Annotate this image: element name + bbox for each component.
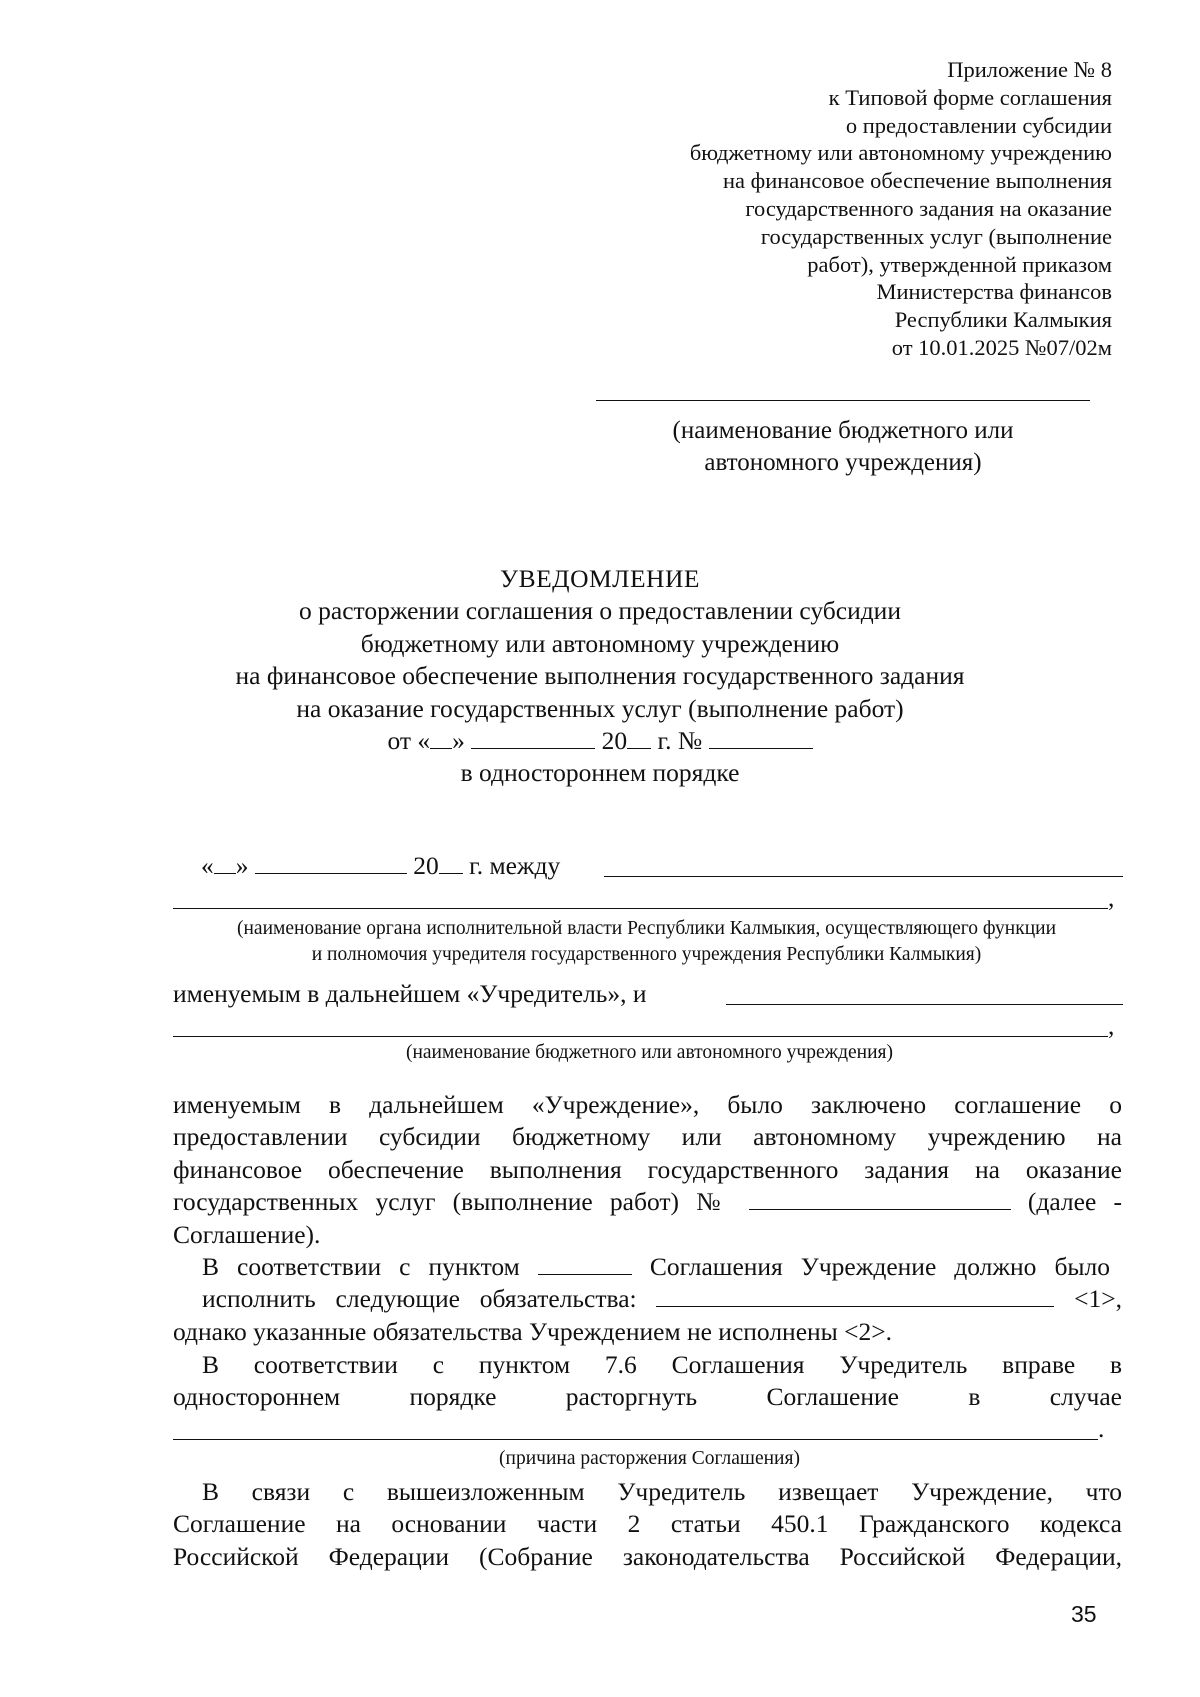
- termination-reason-caption: (причина расторжения Соглашения): [499, 1448, 800, 1469]
- day-blank: [430, 726, 452, 749]
- addressee-caption-line1: (наименование бюджетного или: [672, 417, 1014, 444]
- notice-date-line: [150, 725, 1050, 757]
- appendix-line: Министерства финансов: [876, 279, 1112, 305]
- between-month-blank: [255, 851, 407, 874]
- clause-suffix: Соглашения Учреждение должно было: [649, 1252, 1111, 1281]
- between-party-blank-1: [604, 876, 1123, 877]
- founder-authority-caption-line2: и полномочия учредителя государственного учреждения Республики Калмыкия): [311, 944, 982, 965]
- paragraph-line: В соответствии с пунктом 7.6 Соглашения Учредитель вправе в: [202, 1350, 1122, 1379]
- institution-blank-2: [173, 1036, 1108, 1037]
- addressee-blank-line: [596, 400, 1090, 401]
- founder-line: именуемым в дальнейшем «Учредитель», и: [173, 979, 647, 1008]
- notice-subtitle-line6: в одностороннем порядке: [460, 758, 740, 788]
- institution-caption: (наименование бюджетного или автономного учреждения): [405, 1042, 894, 1063]
- paragraph-line: В связи с вышеизложенным Учредитель извещает Учреждение, что: [202, 1477, 1122, 1506]
- paragraph-line: [173, 1186, 1122, 1218]
- between-comma: ,: [1108, 883, 1115, 912]
- paragraph-termination-right: [173, 1349, 1122, 1414]
- between-party-blank-2: [173, 908, 1108, 909]
- footnote-ref-1: <1>,: [1074, 1284, 1123, 1314]
- notice-subtitle-line4: на оказание государственных услуг (выполнение работ): [296, 693, 904, 723]
- addressee-caption-line2: автономного учреждения): [704, 449, 982, 476]
- institution-blank-1: [726, 1004, 1123, 1005]
- appendix-line: от 10.01.2025 №07/02м: [891, 334, 1112, 360]
- paragraph-line: именуемым в дальнейшем «Учреждение», было заключено соглашение о: [173, 1090, 1122, 1119]
- between-year-blank: [439, 851, 463, 874]
- termination-reason-blank: [173, 1439, 1098, 1440]
- notice-subtitle-line2: бюджетному или автономному учреждению: [360, 628, 840, 658]
- notice-subtitle-line1: о расторжении соглашения о предоставлении субсидии: [299, 596, 901, 626]
- appendix-line: работ), утвержденной приказом: [807, 251, 1112, 277]
- hereinafter-label: (далее -: [1027, 1187, 1122, 1217]
- paragraph-agreement: [173, 1089, 1122, 1251]
- notice-title-block: [150, 563, 1050, 790]
- between-year: 20: [413, 851, 439, 880]
- between-day-blank: [214, 851, 236, 874]
- between-line: [201, 851, 560, 881]
- between-suffix: г. между: [469, 851, 561, 880]
- paragraph-line: [173, 1251, 1122, 1283]
- year-blank: [627, 726, 651, 749]
- paragraph-line: финансовое обеспечение выполнения государственного задания на оказание: [173, 1154, 1122, 1184]
- clause-number-blank: [538, 1252, 632, 1275]
- month-blank: [471, 726, 595, 749]
- paragraph-line: Российской Федерации (Собрание законодательства Российской Федерации,: [173, 1541, 1122, 1571]
- paragraph-line: Соглашение на основании части 2 статьи 450.1 Гражданского кодекса: [173, 1509, 1122, 1539]
- paragraph-line: [173, 1283, 1122, 1315]
- date-prefix: от «: [387, 726, 431, 756]
- date-number-label: г. №: [657, 726, 703, 756]
- appendix-line: бюджетному или автономному учреждению: [689, 140, 1112, 166]
- notice-heading: УВЕДОМЛЕНИЕ: [500, 564, 700, 593]
- page-number: 35: [1071, 1601, 1097, 1627]
- paragraph-obligations: [173, 1251, 1122, 1348]
- appendix-line: о предоставлении субсидии: [845, 112, 1112, 138]
- between-quote-close: »: [235, 851, 249, 880]
- number-blank: [709, 726, 813, 749]
- paragraph-line: однако указанные обязательства Учреждением не исполнены <2>.: [173, 1316, 893, 1346]
- appendix-line: Республики Калмыкия: [894, 307, 1112, 333]
- agreement-number-blank: [749, 1187, 1011, 1210]
- paragraph-line: предоставлении субсидии бюджетному или автономному учреждению на: [173, 1122, 1122, 1152]
- appendix-header: [552, 56, 1112, 362]
- founder-authority-caption-line1: (наименование органа исполнительной власти Республики Калмыкия, осуществляющего функции: [237, 918, 1056, 939]
- appendix-line: государственных услуг (выполнение: [760, 223, 1112, 249]
- date-quote-close: »: [452, 726, 465, 756]
- agreement-number-label: государственных услуг (выполнение работ) №: [173, 1187, 732, 1217]
- obligations-blank: [656, 1284, 1054, 1307]
- addressee-block: [596, 400, 1090, 479]
- clause-label: В соответствии с пунктом: [202, 1252, 520, 1281]
- paragraph-notification: [173, 1476, 1122, 1573]
- appendix-line: на финансовое обеспечение выполнения: [722, 168, 1112, 194]
- paragraph-line: одностороннем порядке расторгнуть Соглашение в случае: [173, 1382, 1122, 1412]
- notice-subtitle-line3: на финансовое обеспечение выполнения государственного задания: [235, 661, 965, 691]
- appendix-line: Приложение № 8: [947, 57, 1112, 82]
- obligations-label: исполнить следующие обязательства:: [202, 1284, 637, 1314]
- appendix-line: государственного задания на оказание: [745, 195, 1112, 221]
- founder-comma: ,: [1108, 1011, 1115, 1040]
- appendix-line: к Типовой форме соглашения: [828, 84, 1112, 110]
- paragraph-line: Соглашение).: [173, 1219, 321, 1249]
- termination-period: .: [1098, 1414, 1105, 1443]
- date-year: 20: [601, 726, 628, 756]
- between-quote-open: «: [201, 851, 214, 880]
